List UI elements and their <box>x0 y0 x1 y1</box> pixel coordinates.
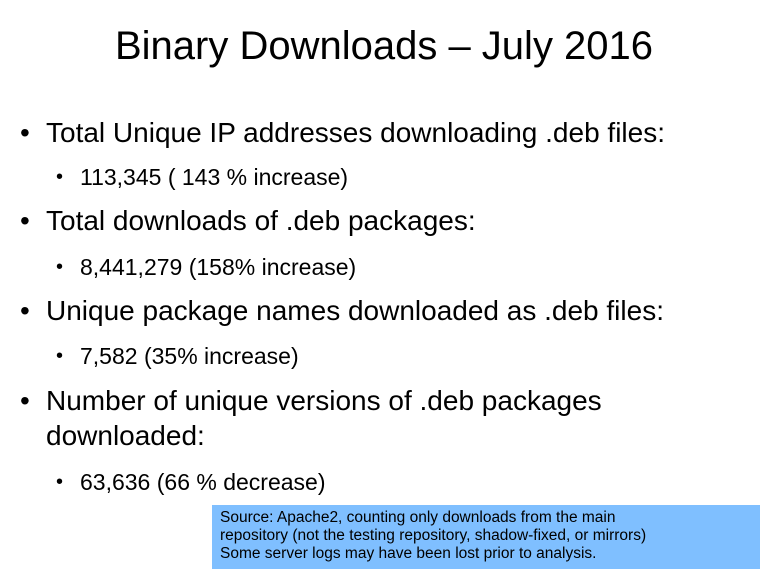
source-note <box>212 505 760 569</box>
sub-bullet-text: 63,636 (66 % decrease) <box>80 469 326 495</box>
bullet-icon: • <box>20 385 30 416</box>
bullet-icon: • <box>56 345 64 367</box>
sub-bullet-unique-versions <box>56 468 760 496</box>
bullet-text: Total downloads of .deb packages: <box>46 205 476 236</box>
bullet-icon: • <box>20 117 30 148</box>
sub-bullet-unique-ips <box>56 163 760 191</box>
bullet-item-unique-ips <box>20 115 768 150</box>
bullet-text-line1: Number of unique versions of .deb packages <box>46 385 602 416</box>
bullet-text: Unique package names downloaded as .deb files: <box>46 295 664 326</box>
sub-bullet-text: 7,582 (35% increase) <box>80 343 299 369</box>
sub-bullet-package-names <box>56 342 760 370</box>
bullet-icon: • <box>20 295 30 326</box>
bullet-icon: • <box>56 471 64 493</box>
bullet-item-unique-versions <box>20 383 768 453</box>
sub-bullet-total-downloads <box>56 253 760 281</box>
bullet-icon: • <box>56 256 64 278</box>
slide-title: Binary Downloads – July 2016 <box>114 24 654 68</box>
bullet-icon: • <box>56 166 64 188</box>
source-note-line: Some server logs may have been lost prior to analysis. <box>220 545 597 562</box>
sub-bullet-text: 8,441,279 (158% increase) <box>80 254 357 280</box>
bullet-text-line2: downloaded: <box>46 420 205 451</box>
source-note-line: repository (not the testing repository, shadow-fixed, or mirrors) <box>220 527 647 544</box>
bullet-item-total-downloads <box>20 203 768 238</box>
source-note-line: Source: Apache2, counting only downloads from the main <box>220 509 616 526</box>
bullet-item-package-names <box>20 293 768 328</box>
bullet-text: Total Unique IP addresses downloading .deb files: <box>46 117 665 148</box>
bullet-icon: • <box>20 205 30 236</box>
sub-bullet-text: 113,345 ( 143 % increase) <box>80 164 349 190</box>
